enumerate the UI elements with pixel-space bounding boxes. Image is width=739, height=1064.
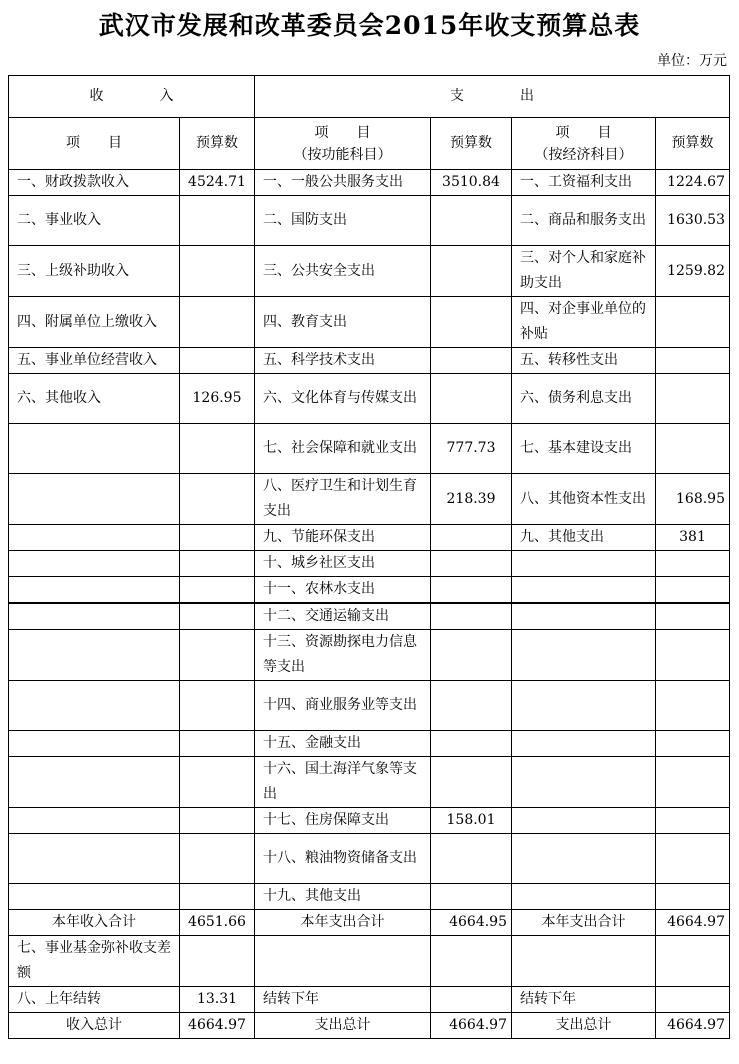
income-value bbox=[180, 808, 255, 834]
economic-item: 三、对个人和家庭补助支出 bbox=[512, 246, 656, 297]
function-item-subtitle: （按功能科目） bbox=[293, 146, 392, 163]
table-row bbox=[9, 630, 730, 681]
economic-value bbox=[656, 681, 730, 731]
income-value bbox=[180, 884, 255, 910]
income-item: 二、事业收入 bbox=[9, 196, 180, 246]
function-item: 四、教育支出 bbox=[255, 297, 431, 348]
fund-function-item bbox=[255, 936, 431, 987]
income-value bbox=[180, 348, 255, 374]
function-value bbox=[431, 374, 512, 424]
income-item bbox=[9, 424, 180, 474]
income-header: 收 入 bbox=[9, 76, 255, 118]
economic-item: 九、其他支出 bbox=[512, 525, 656, 551]
economic-item: 七、基本建设支出 bbox=[512, 424, 656, 474]
function-item: 十八、粮油物资储备支出 bbox=[255, 834, 431, 884]
carry-function-label: 结转下年 bbox=[255, 987, 431, 1013]
income-value bbox=[180, 297, 255, 348]
economic-value: 1224.67 bbox=[656, 170, 730, 196]
economic-value bbox=[656, 297, 730, 348]
function-item: 十一、农林水支出 bbox=[255, 577, 431, 604]
function-value bbox=[431, 757, 512, 808]
economic-item bbox=[512, 603, 656, 630]
income-value bbox=[180, 424, 255, 474]
economic-value bbox=[656, 808, 730, 834]
income-value bbox=[180, 731, 255, 757]
function-item: 十六、国土海洋气象等支出 bbox=[255, 757, 431, 808]
table-row bbox=[9, 808, 730, 834]
economic-value: 1259.82 bbox=[656, 246, 730, 297]
grand-function-value: 4664.97 bbox=[431, 1013, 512, 1039]
table-row bbox=[9, 170, 730, 196]
table-row bbox=[9, 577, 730, 604]
function-item: 十七、住房保障支出 bbox=[255, 808, 431, 834]
income-item: 五、事业单位经营收入 bbox=[9, 348, 180, 374]
table-row bbox=[9, 884, 730, 910]
function-value bbox=[431, 731, 512, 757]
economic-item-header bbox=[512, 118, 656, 170]
section-header-row bbox=[9, 76, 730, 118]
economic-item: 一、工资福利支出 bbox=[512, 170, 656, 196]
budget-table bbox=[8, 75, 730, 1039]
income-value bbox=[180, 196, 255, 246]
income-item bbox=[9, 551, 180, 577]
table-row bbox=[9, 731, 730, 757]
economic-item bbox=[512, 551, 656, 577]
table-row bbox=[9, 246, 730, 297]
economic-total-label: 本年支出合计 bbox=[512, 910, 656, 936]
function-budget-header: 预算数 bbox=[431, 118, 512, 170]
function-item: 九、节能环保支出 bbox=[255, 525, 431, 551]
income-item: 一、财政拨款收入 bbox=[9, 170, 180, 196]
income-item bbox=[9, 757, 180, 808]
income-item bbox=[9, 731, 180, 757]
carry-economic-value bbox=[656, 987, 730, 1013]
function-item: 十二、交通运输支出 bbox=[255, 603, 431, 630]
economic-item bbox=[512, 630, 656, 681]
economic-value bbox=[656, 834, 730, 884]
economic-item: 八、其他资本性支出 bbox=[512, 474, 656, 525]
function-value bbox=[431, 525, 512, 551]
income-item-header: 项 目 bbox=[9, 118, 180, 170]
function-item: 十九、其他支出 bbox=[255, 884, 431, 910]
economic-item bbox=[512, 757, 656, 808]
fund-economic-value bbox=[656, 936, 730, 987]
economic-total-value: 4664.97 bbox=[656, 910, 730, 936]
function-value: 218.39 bbox=[431, 474, 512, 525]
grand-function-label: 支出总计 bbox=[255, 1013, 431, 1039]
income-total-value: 4651.66 bbox=[180, 910, 255, 936]
income-item bbox=[9, 834, 180, 884]
table-row bbox=[9, 757, 730, 808]
function-item: 十三、资源勘探电力信息等支出 bbox=[255, 630, 431, 681]
income-value bbox=[180, 630, 255, 681]
function-item: 十四、商业服务业等支出 bbox=[255, 681, 431, 731]
income-item bbox=[9, 525, 180, 551]
function-item: 六、文化体育与传媒支出 bbox=[255, 374, 431, 424]
income-value bbox=[180, 551, 255, 577]
economic-item bbox=[512, 577, 656, 604]
income-value bbox=[180, 577, 255, 604]
fund-value bbox=[180, 936, 255, 987]
economic-value: 381 bbox=[656, 525, 730, 551]
function-value bbox=[431, 577, 512, 604]
economic-item bbox=[512, 681, 656, 731]
function-total-label: 本年支出合计 bbox=[255, 910, 431, 936]
income-value bbox=[180, 757, 255, 808]
function-value bbox=[431, 297, 512, 348]
economic-value bbox=[656, 551, 730, 577]
table-row bbox=[9, 297, 730, 348]
income-value bbox=[180, 681, 255, 731]
expense-header: 支 出 bbox=[255, 76, 730, 118]
function-value bbox=[431, 246, 512, 297]
function-value bbox=[431, 603, 512, 630]
economic-value bbox=[656, 884, 730, 910]
economic-item: 六、债务利息支出 bbox=[512, 374, 656, 424]
income-value bbox=[180, 474, 255, 525]
income-value: 4524.71 bbox=[180, 170, 255, 196]
income-item bbox=[9, 808, 180, 834]
economic-item bbox=[512, 834, 656, 884]
carry-economic-label: 结转下年 bbox=[512, 987, 656, 1013]
economic-item: 二、商品和服务支出 bbox=[512, 196, 656, 246]
economic-item-subtitle: （按经济科目） bbox=[534, 146, 633, 163]
function-item: 五、科学技术支出 bbox=[255, 348, 431, 374]
grand-income-value: 4664.97 bbox=[180, 1013, 255, 1039]
economic-value bbox=[656, 374, 730, 424]
function-value bbox=[431, 681, 512, 731]
economic-value bbox=[656, 630, 730, 681]
function-item: 三、公共安全支出 bbox=[255, 246, 431, 297]
carry-income-value: 13.31 bbox=[180, 987, 255, 1013]
function-item: 一、一般公共服务支出 bbox=[255, 170, 431, 196]
function-total-value: 4664.95 bbox=[431, 910, 512, 936]
function-item: 十、城乡社区支出 bbox=[255, 551, 431, 577]
income-value bbox=[180, 603, 255, 630]
fund-function-value bbox=[431, 936, 512, 987]
table-row bbox=[9, 348, 730, 374]
economic-item bbox=[512, 731, 656, 757]
grand-total-row bbox=[9, 1013, 730, 1039]
economic-value bbox=[656, 757, 730, 808]
economic-value bbox=[656, 424, 730, 474]
table-row bbox=[9, 551, 730, 577]
fund-economic-item bbox=[512, 936, 656, 987]
function-value: 777.73 bbox=[431, 424, 512, 474]
table-row bbox=[9, 681, 730, 731]
economic-item bbox=[512, 884, 656, 910]
income-item: 六、其他收入 bbox=[9, 374, 180, 424]
function-value bbox=[431, 834, 512, 884]
economic-value bbox=[656, 731, 730, 757]
table-row bbox=[9, 424, 730, 474]
table-row bbox=[9, 196, 730, 246]
function-item-title: 项 目 bbox=[314, 124, 371, 141]
column-header-row bbox=[9, 118, 730, 170]
economic-value bbox=[656, 603, 730, 630]
income-value bbox=[180, 525, 255, 551]
grand-economic-value: 4664.97 bbox=[656, 1013, 730, 1039]
carry-row bbox=[9, 987, 730, 1013]
income-item bbox=[9, 630, 180, 681]
economic-value bbox=[656, 577, 730, 604]
function-item: 七、社会保障和就业支出 bbox=[255, 424, 431, 474]
function-item: 八、医疗卫生和计划生育支出 bbox=[255, 474, 431, 525]
income-item: 三、上级补助收入 bbox=[9, 246, 180, 297]
function-value bbox=[431, 884, 512, 910]
income-item bbox=[9, 603, 180, 630]
function-value bbox=[431, 196, 512, 246]
income-item bbox=[9, 884, 180, 910]
economic-value bbox=[656, 348, 730, 374]
table-row bbox=[9, 834, 730, 884]
page-title: 武汉市发展和改革委员会2015年收支预算总表 bbox=[98, 11, 641, 40]
economic-budget-header: 预算数 bbox=[656, 118, 730, 170]
unit-label: 单位：万元 bbox=[657, 53, 727, 69]
income-value bbox=[180, 834, 255, 884]
economic-item bbox=[512, 808, 656, 834]
income-value bbox=[180, 246, 255, 297]
carry-function-value bbox=[431, 987, 512, 1013]
function-value bbox=[431, 630, 512, 681]
table-row bbox=[9, 525, 730, 551]
table-row bbox=[9, 374, 730, 424]
economic-item: 五、转移性支出 bbox=[512, 348, 656, 374]
table-row bbox=[9, 474, 730, 525]
carry-income-label: 八、上年结转 bbox=[9, 987, 180, 1013]
income-budget-header: 预算数 bbox=[180, 118, 255, 170]
economic-item-title: 项 目 bbox=[555, 124, 612, 141]
income-item bbox=[9, 577, 180, 604]
economic-value: 168.95 bbox=[656, 474, 730, 525]
function-item-header bbox=[255, 118, 431, 170]
function-item: 十五、金融支出 bbox=[255, 731, 431, 757]
income-item bbox=[9, 681, 180, 731]
table-row bbox=[9, 603, 730, 630]
economic-item: 四、对企事业单位的补贴 bbox=[512, 297, 656, 348]
function-value bbox=[431, 348, 512, 374]
function-value bbox=[431, 551, 512, 577]
totals-row bbox=[9, 910, 730, 936]
economic-value: 1630.53 bbox=[656, 196, 730, 246]
income-item bbox=[9, 474, 180, 525]
grand-income-label: 收入总计 bbox=[9, 1013, 180, 1039]
income-value: 126.95 bbox=[180, 374, 255, 424]
function-value: 3510.84 bbox=[431, 170, 512, 196]
function-item: 二、国防支出 bbox=[255, 196, 431, 246]
income-total-label: 本年收入合计 bbox=[9, 910, 180, 936]
income-item: 四、附属单位上缴收入 bbox=[9, 297, 180, 348]
grand-economic-label: 支出总计 bbox=[512, 1013, 656, 1039]
function-value: 158.01 bbox=[431, 808, 512, 834]
fund-row bbox=[9, 936, 730, 987]
fund-label: 七、事业基金弥补收支差额 bbox=[9, 936, 180, 987]
